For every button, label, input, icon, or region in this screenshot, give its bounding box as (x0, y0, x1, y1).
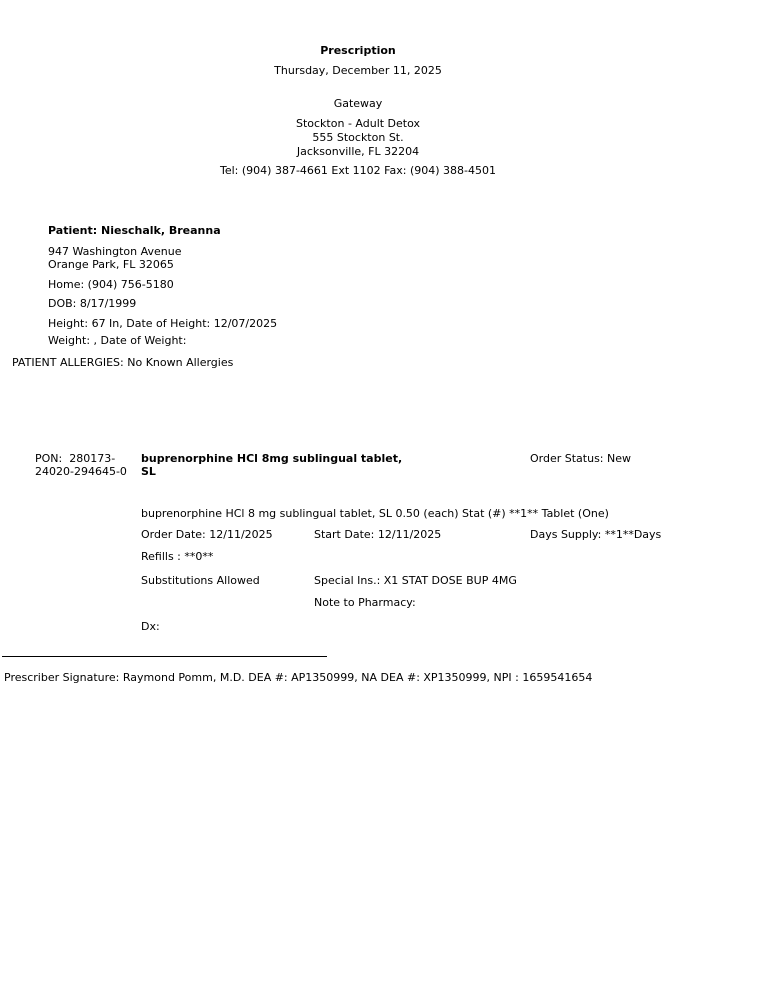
pon-label: PON: (35, 452, 63, 465)
note-to-pharmacy: Note to Pharmacy: (314, 596, 416, 609)
facility-location: Stockton - Adult Detox (295, 117, 421, 130)
days-supply: Days Supply: **1**Days (530, 528, 662, 541)
order-sig: buprenorphine HCl 8 mg sublingual tablet, SL 0.50 (each) Stat (#) **1** Tablet (One) (141, 507, 609, 520)
patient-address-line2: Orange Park, FL 32065 (48, 258, 174, 271)
pon-number-part2: 24020-294645-0 (35, 465, 127, 478)
diagnosis: Dx: (141, 620, 160, 633)
drug-name-line2: SL (141, 465, 156, 478)
facility-phone: Tel: (904) 387-4661 Ext 1102 Fax: (904) 388-4501 (220, 164, 496, 177)
patient-label: Patient: (48, 224, 98, 237)
pon-row (35, 452, 115, 465)
signature-line (2, 656, 327, 657)
pon-number-part1: 280173- (69, 452, 116, 465)
patient-allergies: PATIENT ALLERGIES: No Known Allergies (12, 356, 234, 369)
facility-address-line1: 555 Stockton St. (312, 131, 404, 144)
patient-name-row (48, 224, 221, 237)
document-title: Prescription (320, 44, 396, 57)
start-date: Start Date: 12/11/2025 (314, 528, 442, 541)
special-instructions: Special Ins.: X1 STAT DOSE BUP 4MG (314, 574, 517, 587)
patient-weight: Weight: , Date of Weight: (48, 334, 187, 347)
order-date: Order Date: 12/11/2025 (141, 528, 273, 541)
patient-height: Height: 67 In, Date of Height: 12/07/2025 (48, 317, 278, 330)
patient-home-phone: Home: (904) 756-5180 (48, 278, 174, 291)
patient-address-line1: 947 Washington Avenue (48, 245, 182, 258)
drug-name-line1: buprenorphine HCl 8mg sublingual tablet, (141, 452, 403, 465)
prescriber-signature: Prescriber Signature: Raymond Pomm, M.D. DEA #: AP1350999, NA DEA #: XP1350999, NPI : 1659541654 (4, 671, 593, 684)
facility-address-line2: Jacksonville, FL 32204 (296, 145, 420, 158)
patient-dob: DOB: 8/17/1999 (48, 297, 137, 310)
document-date: Thursday, December 11, 2025 (274, 64, 442, 77)
substitutions: Substitutions Allowed (141, 574, 260, 587)
facility-name: Gateway (333, 97, 383, 110)
order-status: Order Status: New (530, 452, 632, 465)
patient-name: Nieschalk, Breanna (101, 224, 221, 237)
refills: Refills : **0** (141, 550, 214, 563)
